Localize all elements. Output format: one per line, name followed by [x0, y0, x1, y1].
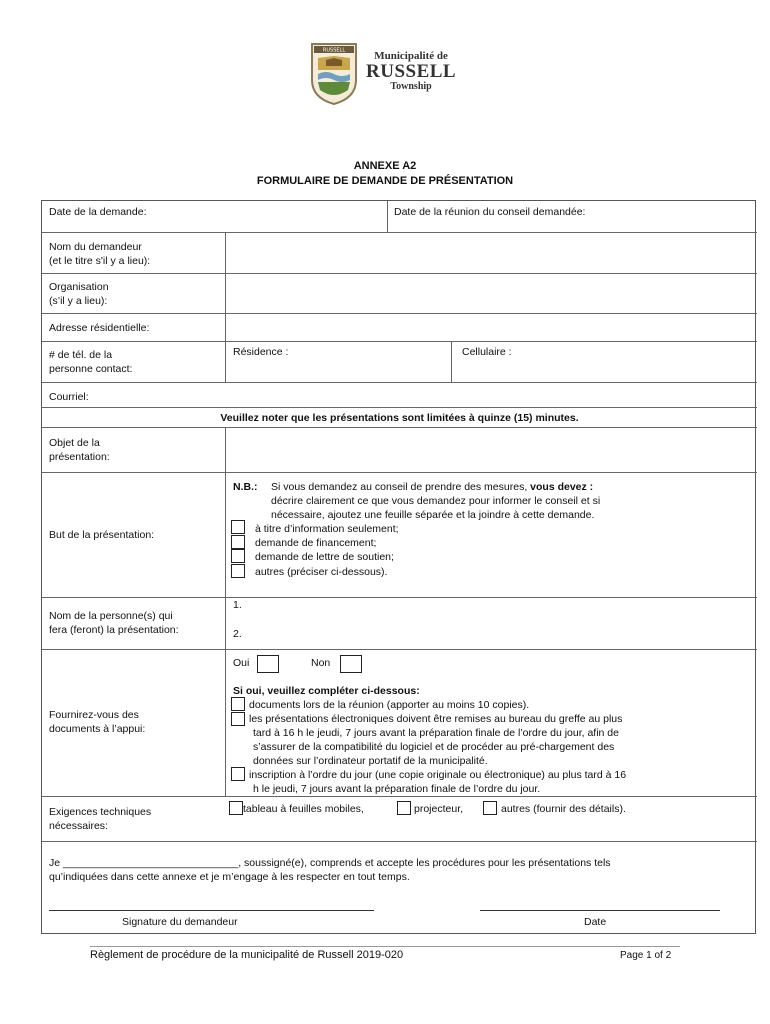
- doc-option-electronic-checkbox[interactable]: [231, 712, 245, 726]
- declaration-line-1: Je ______________________________, soussigné(e), comprends et accepte les procédures pour les présentations tels: [49, 857, 611, 869]
- doc-option-paper: documents lors de la réunion (apporter au moins 10 copies).: [249, 699, 530, 711]
- applicant-name-label: Nom du demandeur: [49, 241, 142, 253]
- tech-projector-label: projecteur,: [414, 803, 464, 815]
- purpose-checkbox-support[interactable]: [231, 549, 245, 563]
- subject-sublabel: présentation:: [49, 451, 110, 463]
- purpose-option-support: demande de lettre de soutien;: [255, 551, 394, 563]
- footer-page-number: Page 1 of 2: [620, 950, 672, 961]
- nb-line-1-bold: vous devez :: [530, 481, 594, 493]
- annex-title: ANNEXE A2: [353, 160, 417, 172]
- footer-rule: [90, 946, 680, 947]
- docs-yes-checkbox[interactable]: [257, 655, 279, 673]
- footer-bylaw: Règlement de procédure de la municipalité de Russell 2019-020: [90, 949, 404, 961]
- declaration-line-2: qu’indiquées dans cette annexe et je m’engage à les respecter en tout temps.: [49, 871, 410, 883]
- doc-option-electronic-l1: les présentations électroniques doivent être remises au bureau du greffe au plus: [249, 713, 623, 725]
- tech-projector-checkbox[interactable]: [397, 801, 411, 815]
- docs-no-label: Non: [311, 657, 331, 669]
- purpose-checkbox-funding[interactable]: [231, 535, 245, 549]
- doc-option-electronic-l4: données sur l’ordinateur portatif de la municipalité.: [253, 755, 488, 767]
- tech-label: Exigences techniques: [49, 806, 152, 818]
- address-field[interactable]: [227, 315, 755, 340]
- organization-sublabel: (s’il y a lieu):: [49, 295, 108, 307]
- doc-option-agenda-l1: inscription à l’ordre du jour (une copie originale ou électronique) au plus tard à 16: [249, 769, 627, 781]
- nb-prefix: N.B.:: [233, 481, 258, 493]
- applicant-name-field[interactable]: [227, 234, 755, 272]
- doc-option-agenda-checkbox[interactable]: [231, 767, 245, 781]
- presenter-2-label: 2.: [233, 628, 242, 640]
- doc-option-electronic-l2: tard à 16 h le jeudi, 7 jours avant la préparation finale de l’ordre du jour, afin de: [253, 727, 619, 739]
- date-request-label: Date de la demande:: [49, 206, 147, 218]
- subject-field[interactable]: [227, 429, 755, 471]
- crest-icon: [308, 40, 360, 106]
- presenter-1-label: 1.: [233, 599, 242, 611]
- purpose-option-other: autres (préciser ci-dessous).: [255, 566, 388, 578]
- signature-line[interactable]: [49, 910, 374, 911]
- organization-field[interactable]: [227, 275, 755, 312]
- presenters-label: Nom de la personne(s) qui: [49, 610, 173, 622]
- nb-line-3: nécessaire, ajoutez une feuille séparée et la joindre à cette demande.: [271, 509, 595, 521]
- doc-option-agenda-l2: h le jeudi, 7 jours avant la préparation finale de l’ordre du jour.: [253, 783, 541, 795]
- docs-label: Fournirez-vous des: [49, 709, 139, 721]
- presenters-sublabel: fera (feront) la présentation:: [49, 624, 179, 636]
- email-field[interactable]: [112, 384, 752, 406]
- docs-no-checkbox[interactable]: [340, 655, 362, 673]
- purpose-option-info: à titre d’information seulement;: [255, 523, 399, 535]
- address-label: Adresse résidentielle:: [49, 322, 150, 334]
- purpose-checkbox-info[interactable]: [231, 520, 245, 534]
- date-label: Date: [584, 916, 607, 928]
- purpose-label: But de la présentation:: [49, 529, 155, 541]
- time-limit-notice: Veuillez noter que les présentations sont limitées à quinze (15) minutes.: [220, 412, 579, 424]
- date-line[interactable]: [480, 910, 720, 911]
- phone-cell-field[interactable]: [454, 359, 754, 381]
- municipality-logo: [308, 40, 468, 106]
- phone-residence-field[interactable]: [227, 359, 449, 381]
- docs-yes-label: Oui: [233, 657, 250, 669]
- applicant-name-sublabel: (et le titre s'il y a lieu):: [49, 255, 151, 267]
- signature-label: Signature du demandeur: [122, 916, 238, 928]
- presenter-2-field[interactable]: [252, 625, 752, 645]
- logo-line-1: Municipalité de: [374, 50, 448, 62]
- logo-text: [366, 50, 456, 92]
- phone-sublabel: personne contact:: [49, 363, 133, 375]
- doc-option-electronic-l3: s’assurer de la compatibilité du logiciel et de procéder au pré-chargement des: [253, 741, 615, 753]
- tech-sublabel: nécessaires:: [49, 820, 108, 832]
- nb-line-2: décrire clairement ce que vous demandez pour informer le conseil et si: [271, 495, 601, 507]
- phone-residence-label: Résidence :: [233, 346, 289, 358]
- tech-flipchart-label: tableau à feuilles mobiles,: [243, 803, 364, 815]
- logo-line-3: Township: [390, 81, 432, 92]
- purpose-option-funding: demande de financement;: [255, 537, 377, 549]
- email-label: Courriel:: [49, 391, 89, 403]
- logo-line-2: RUSSELL: [366, 61, 457, 82]
- nb-line-1-text: Si vous demandez au conseil de prendre des mesures,: [271, 481, 528, 493]
- docs-sublabel: documents à l’appui:: [49, 723, 146, 735]
- organization-label: Organisation: [49, 281, 109, 293]
- nb-line-1: [271, 481, 593, 493]
- tech-flipchart-checkbox[interactable]: [229, 801, 243, 815]
- presentation-request-form: [41, 200, 756, 934]
- subject-label: Objet de la: [49, 437, 100, 449]
- purpose-checkbox-other[interactable]: [231, 564, 245, 578]
- tech-other-label: autres (fournir des détails).: [501, 803, 626, 815]
- tech-other-checkbox[interactable]: [483, 801, 497, 815]
- form-title: FORMULAIRE DE DEMANDE DE PRÉSENTATION: [256, 175, 514, 187]
- crest-label: RUSSELL: [322, 47, 346, 54]
- phone-label: # de tél. de la: [49, 349, 113, 361]
- date-meeting-label: Date de la réunion du conseil demandée:: [394, 206, 586, 218]
- doc-option-paper-checkbox[interactable]: [231, 697, 245, 711]
- phone-cell-label: Cellulaire :: [462, 346, 512, 358]
- docs-if-yes: Si oui, veuillez compléter ci-dessous:: [233, 685, 420, 697]
- presenter-1-field[interactable]: [252, 599, 752, 619]
